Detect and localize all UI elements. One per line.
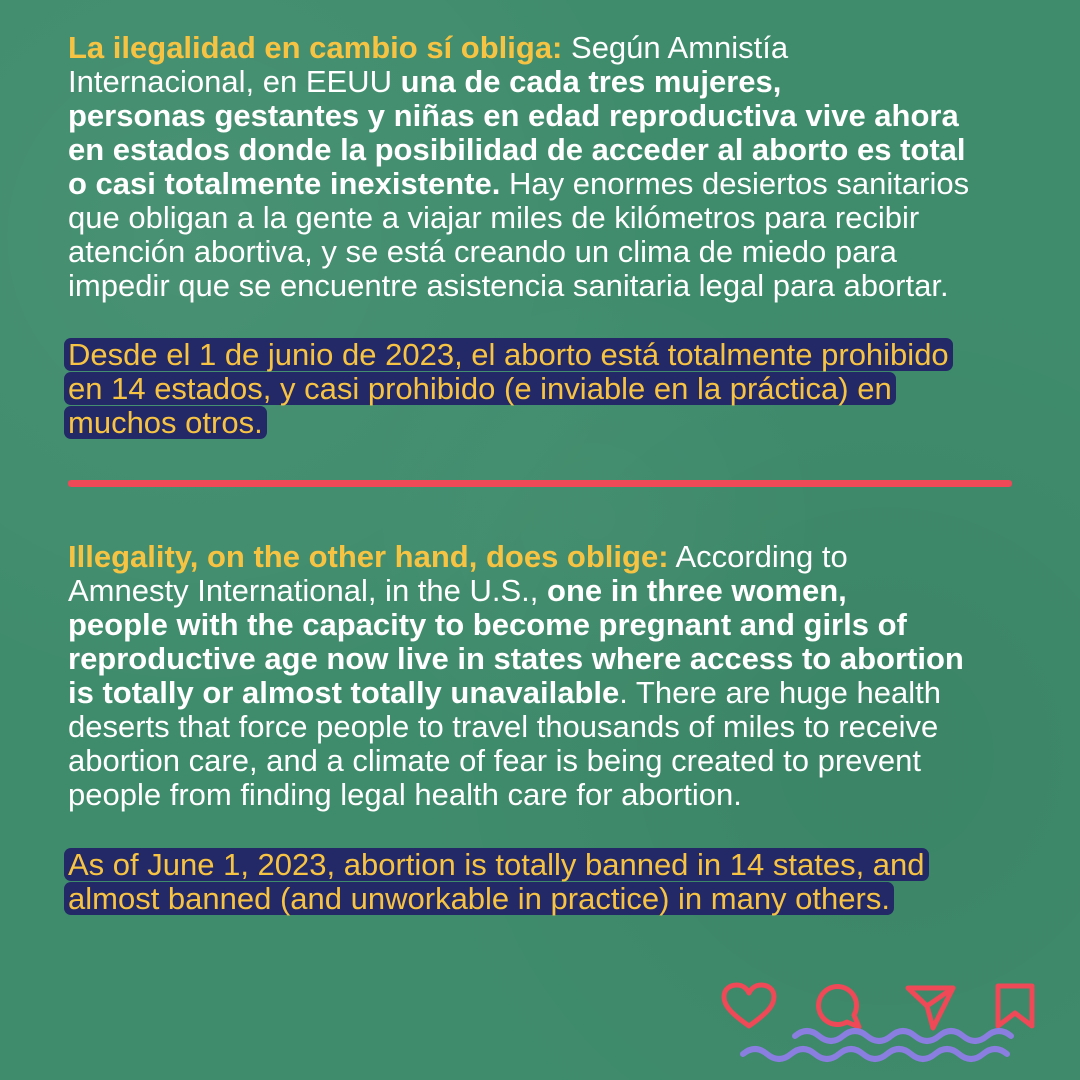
bold-text: reproductive age now live in states where access to abortion: [68, 641, 964, 676]
text-line: [68, 269, 969, 303]
highlight-text: almost banned (and unworkable in practice) in many others.: [64, 882, 894, 915]
text-line: [68, 642, 964, 676]
highlight-text: As of June 1, 2023, abortion is totally banned in 14 states, and: [64, 848, 929, 881]
regular-text: According to: [675, 539, 848, 574]
text-line: [68, 235, 969, 269]
highlight-line: [64, 406, 953, 440]
text-line: [68, 744, 964, 778]
highlight-line: [64, 372, 953, 406]
regular-text: Según Amnistía: [571, 30, 789, 65]
text-line: [68, 540, 964, 574]
highlight-text: muchos otros.: [64, 406, 267, 439]
text-line: [68, 167, 969, 201]
regular-text: Amnesty International, in the U.S.,: [68, 573, 539, 608]
text-line: [68, 31, 969, 65]
regular-text: deserts that force people to travel thousands of miles to receive: [68, 709, 939, 744]
regular-text: Internacional, en EEUU: [68, 64, 392, 99]
bold-text: personas gestantes y niñas en edad reproductiva vive ahora: [68, 98, 959, 133]
text-line: [68, 65, 969, 99]
spanish-heading: La ilegalidad en cambio sí obliga:: [68, 30, 563, 65]
wave-decoration: [735, 1022, 1020, 1067]
english-paragraph: [68, 540, 964, 812]
regular-text: . There are huge health: [619, 675, 941, 710]
highlight-line: [64, 848, 929, 882]
bold-text: is totally or almost totally unavailable: [68, 675, 620, 710]
highlight-text: Desde el 1 de junio de 2023, el aborto está totalmente prohibido: [64, 338, 953, 371]
text-line: [68, 201, 969, 235]
regular-text: abortion care, and a climate of fear is being created to prevent: [68, 743, 921, 778]
text-line: [68, 608, 964, 642]
text-line: [68, 676, 964, 710]
bold-text: one in three women,: [547, 573, 847, 608]
section-divider: [68, 480, 1012, 487]
english-heading: Illegality, on the other hand, does oblige:: [68, 539, 669, 574]
english-highlight: [64, 848, 929, 916]
spanish-paragraph: [68, 31, 969, 303]
text-line: [68, 99, 969, 133]
regular-text: impedir que se encuentre asistencia sanitaria legal para abortar.: [68, 268, 949, 303]
highlight-text: en 14 estados, y casi prohibido (e inviable en la práctica) en: [64, 372, 896, 405]
highlight-line: [64, 338, 953, 372]
bold-text: o casi totalmente inexistente.: [68, 166, 501, 201]
bold-text: una de cada tres mujeres,: [400, 64, 782, 99]
highlight-line: [64, 882, 929, 916]
regular-text: people from finding legal health care for abortion.: [68, 777, 742, 812]
text-line: [68, 574, 964, 608]
text-line: [68, 710, 964, 744]
spanish-highlight: [64, 338, 953, 440]
regular-text: atención abortiva, y se está creando un clima de miedo para: [68, 234, 897, 269]
regular-text: que obligan a la gente a viajar miles de kilómetros para recibir: [68, 200, 920, 235]
regular-text: Hay enormes desiertos sanitarios: [509, 166, 970, 201]
bold-text: people with the capacity to become pregnant and girls of: [68, 607, 907, 642]
text-line: [68, 778, 964, 812]
bold-text: en estados donde la posibilidad de acceder al aborto es total: [68, 132, 966, 167]
text-line: [68, 133, 969, 167]
